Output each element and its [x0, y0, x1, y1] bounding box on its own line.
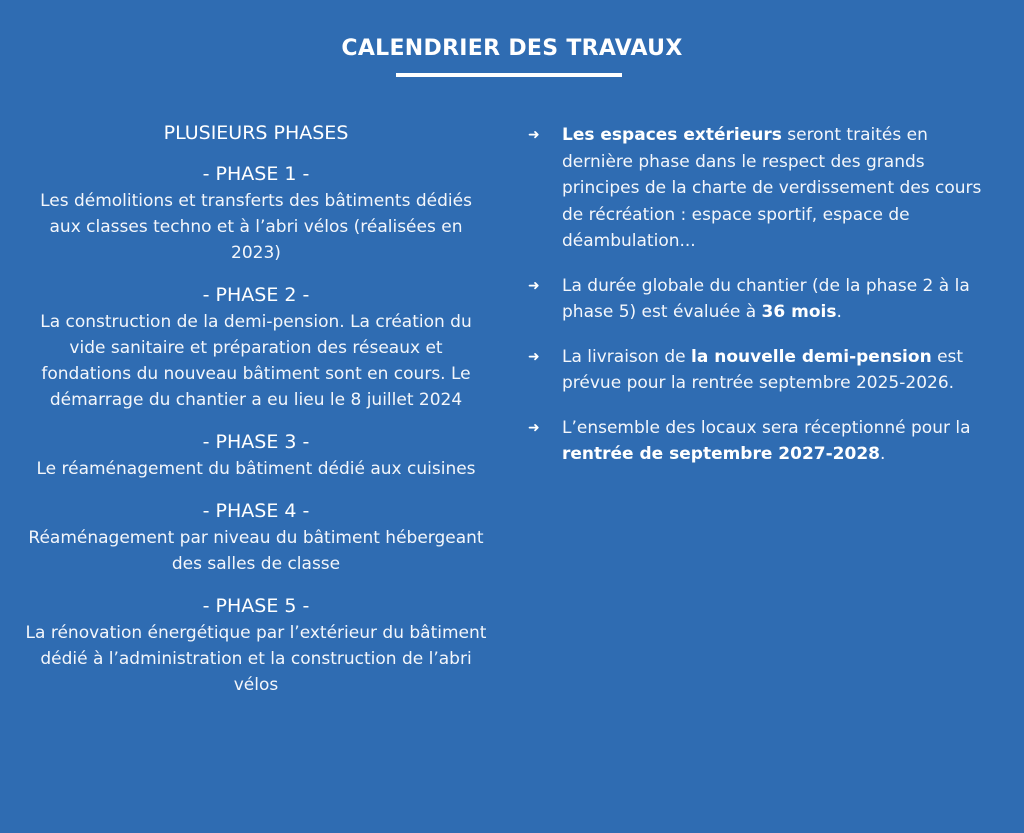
- phase-description: La rénovation énergétique par l’extérieur du bâtiment dédié à l’administration et la construction de l’abri vélos: [25, 623, 487, 695]
- page-title: CALENDRIER DES TRAVAUX: [341, 36, 683, 61]
- phases-heading: PLUSIEURS PHASES: [163, 122, 349, 144]
- title-underline: [396, 73, 622, 77]
- bullet-exterior-spaces: [522, 122, 1002, 255]
- phase-title: - PHASE 3 -: [202, 431, 310, 453]
- bullet-reception: [522, 415, 1002, 468]
- phase-4: [24, 497, 488, 577]
- phase-title: - PHASE 1 -: [202, 163, 310, 185]
- bullet-text: [562, 347, 963, 394]
- bullet-text-post: seront traités en dernière phase dans le respect des grands principes de la charte de verdissement des cours de récréation : espace sportif, espace de déambulation...: [562, 125, 982, 251]
- bullet-text-bold: la nouvelle demi-pension: [691, 346, 932, 367]
- details-column: [522, 122, 1002, 486]
- bullet-text-bold: 36 mois: [761, 302, 837, 322]
- bullet-text-pre: L’ensemble des locaux sera réceptionné pour la: [562, 417, 971, 438]
- bullet-text-post: .: [836, 302, 842, 322]
- phase-3: [24, 428, 488, 482]
- phase-description: La construction de la demi-pension. La création du vide sanitaire et préparation des réseaux et fondations du nouveau bâtiment sont en cours. Le démarrage du chantier a eu lieu le 8 juillet 2024: [40, 312, 472, 410]
- arrow-right-icon: ➜: [528, 277, 540, 294]
- phase-2: [24, 281, 488, 413]
- phase-title: - PHASE 5 -: [202, 595, 310, 617]
- arrow-right-icon: ➜: [528, 127, 540, 143]
- bullet-text-bold: rentrée de septembre 2027-2028: [562, 444, 880, 464]
- phase-1: [24, 160, 488, 266]
- bullet-text-post: .: [880, 444, 886, 464]
- bullet-delivery: [522, 344, 1002, 397]
- bullet-text: [562, 418, 971, 465]
- bullet-text-pre: La durée globale du chantier (de la phase 2 à la phase 5) est évaluée à: [562, 275, 970, 322]
- bullet-text: [562, 276, 970, 323]
- phase-title: - PHASE 4 -: [202, 500, 310, 522]
- bullet-text-bold: Les espaces extérieurs: [562, 125, 782, 145]
- arrow-right-icon: ➜: [528, 348, 540, 365]
- phases-column: [24, 120, 488, 713]
- bullet-duration: [522, 273, 1002, 326]
- bullet-text-post: est prévue pour la rentrée septembre 2025-2026.: [562, 346, 964, 393]
- bullet-text: [562, 125, 981, 251]
- arrow-right-icon: ➜: [528, 419, 540, 436]
- phase-5: [24, 592, 488, 698]
- phase-description: Le réaménagement du bâtiment dédié aux cuisines: [36, 459, 476, 479]
- bullet-text-pre: La livraison de: [562, 346, 692, 367]
- phase-title: - PHASE 2 -: [202, 284, 310, 306]
- phase-description: Les démolitions et transferts des bâtiments dédiés aux classes techno et à l’abri vélos (réalisées en 2023): [40, 191, 472, 263]
- phase-description: Réaménagement par niveau du bâtiment hébergeant des salles de classe: [28, 528, 484, 574]
